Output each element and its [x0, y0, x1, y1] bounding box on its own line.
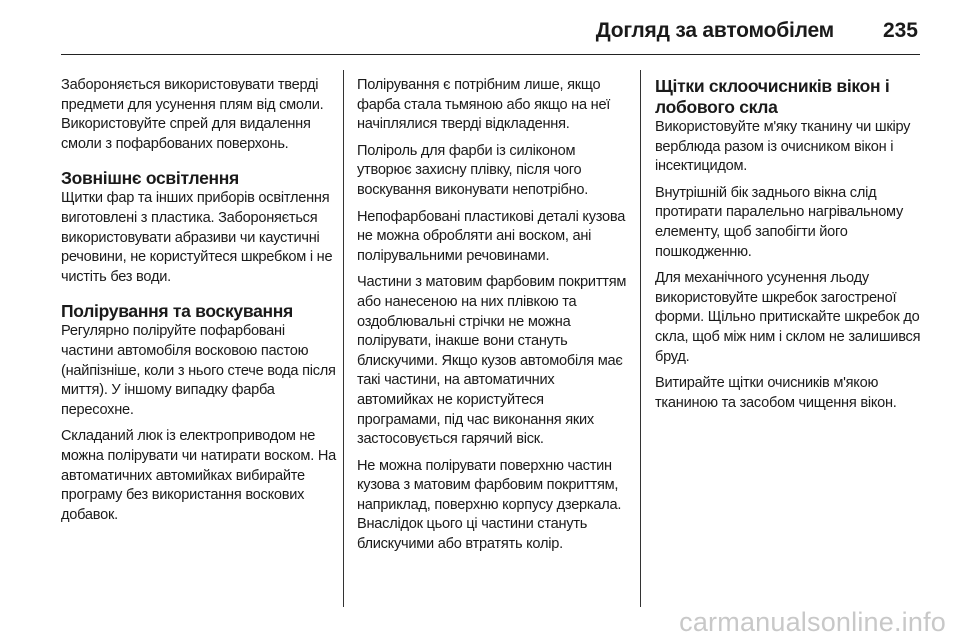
text-column-3 — [655, 76, 927, 420]
page-number: 235 — [882, 19, 918, 42]
section-heading: Щітки склоочисників вікон і лобового скла — [655, 76, 890, 117]
paragraph: Частини з матовим фарбовим покриттям або нанесеною на них плівкою та оздоблювальні стрічки не можна полірувати, інакше вони стануть блискучими. Якщо кузов автомобіля має такі частини, на автоматичних автомийках не користуйтеся програмами, під час виконання яких застосовується гарячий віск. — [357, 274, 627, 448]
section-heading: Зовнішнє освітлення — [61, 168, 239, 189]
paragraph: Поліроль для фарби із силіконом утворює захисну плівку, після чого воскування виконувати непотрібно. — [357, 142, 589, 198]
page-header — [61, 14, 920, 55]
paragraph: Полірування є потрібним лише, якщо фарба стала тьмяною або якщо на неї начіплялися тверді відкладення. — [357, 77, 611, 133]
paragraph: Непофарбовані пластикові деталі кузова не можна обробляти ані воском, ані полірувальними речовинами. — [357, 208, 626, 264]
paragraph: Використовуйте м'яку тканину чи шкіру верблюда разом із очисником вікон і інсектицидом. — [655, 119, 911, 175]
paragraph: Внутрішній бік заднього вікна слід протирати паралельно нагрівальному елементу, щоб запобігти його пошкодженню. — [655, 184, 904, 260]
paragraph: Витирайте щітки очисників м'якою тканиною та засобом чищення вікон. — [655, 375, 897, 411]
watermark: carmanualsonline.info — [679, 607, 946, 637]
section-heading: Полірування та воскування — [61, 301, 293, 322]
column-divider — [343, 70, 344, 607]
paragraph: Не можна полірувати поверхню частин кузова з матовим фарбовим покриттям, наприклад, поверхню корпусу дзеркала. Внаслідок цього ці частини стануть блискучими або втратять колір. — [357, 457, 622, 553]
page-title: Догляд за автомобілем — [595, 19, 834, 42]
paragraph: Для механічного усунення льоду використовуйте шкребок загостреної форми. Щільно притискайте шкребок до скла, щоб між ним і склом не залишився бруд. — [655, 270, 921, 365]
paragraph: Складаний люк із електроприводом не можна полірувати чи натирати воском. На автоматичних автомийках вибирайте програму без використання воскових добавок. — [61, 428, 336, 523]
column-divider — [640, 70, 641, 607]
text-column-2 — [357, 76, 629, 562]
paragraph: Регулярно поліруйте пофарбовані частини автомобіля восковою пастою (найпізніше, коли з нього стече вода після миття). У іншому випадку фарба пересохне. — [61, 323, 336, 418]
text-column-1 — [61, 76, 336, 532]
paragraph: Щитки фар та інших приборів освітлення виготовлені з пластика. Забороняється використовувати абразиви чи каустичні речовини, не користуйтеся шкребком і не чистіть без води. — [61, 190, 333, 285]
paragraph: Забороняється використовувати тверді предмети для усунення плям від смоли. Використовуйте спрей для видалення смоли з пофарбованих поверхонь. — [61, 77, 324, 152]
